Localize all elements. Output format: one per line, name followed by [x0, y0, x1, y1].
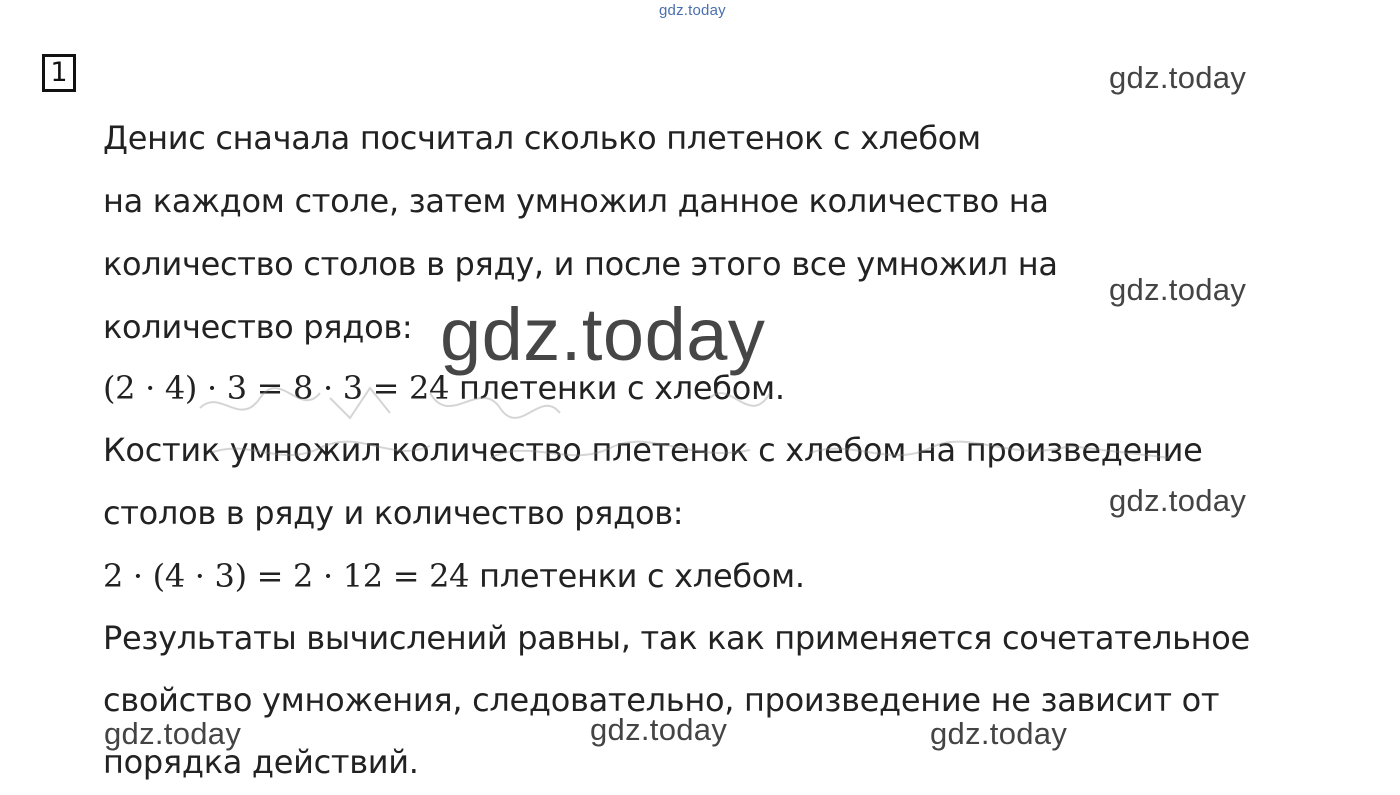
text-line-7: столов в ряду и количество рядов: [103, 494, 684, 532]
text-line-8 [103, 556, 805, 596]
text-line-6: Костик умножил количество плетенок с хлебом на произведение [103, 431, 1203, 469]
formula-2-suffix: плетенки с хлебом. [469, 557, 805, 595]
watermark-right-2: gdz.today [1109, 272, 1247, 307]
handwriting-watermark [190, 368, 1190, 488]
top-watermark: gdz.today [659, 2, 726, 19]
big-watermark: gdz.today [440, 293, 766, 376]
formula-1-suffix: плетенки с хлебом. [449, 369, 785, 407]
formula-1: (2 · 4) · 3 = 8 · 3 = 24 [103, 369, 450, 407]
watermark-right-3: gdz.today [1109, 483, 1247, 518]
text-line-11: порядка действий. [103, 743, 419, 781]
text-line-2: на каждом столе, затем умножил данное количество на [103, 182, 1049, 220]
watermark-right-1: gdz.today [1109, 60, 1247, 95]
text-line-1: Денис сначала посчитал сколько плетенок с хлебом [103, 119, 981, 157]
task-number-box: 1 [42, 54, 76, 92]
watermark-bottom-left: gdz.today [104, 716, 242, 751]
watermark-bottom-right: gdz.today [930, 716, 1068, 751]
text-line-3: количество столов в ряду, и после этого все умножил на [103, 245, 1058, 283]
text-line-9: Результаты вычислений равны, так как применяется сочетательное [103, 619, 1250, 657]
watermark-bottom-center: gdz.today [590, 712, 728, 747]
text-line-10: свойство умножения, следовательно, произведение не зависит от [103, 681, 1220, 719]
text-line-4: количество рядов: [103, 308, 413, 346]
formula-2: 2 · (4 · 3) = 2 · 12 = 24 [103, 557, 470, 595]
